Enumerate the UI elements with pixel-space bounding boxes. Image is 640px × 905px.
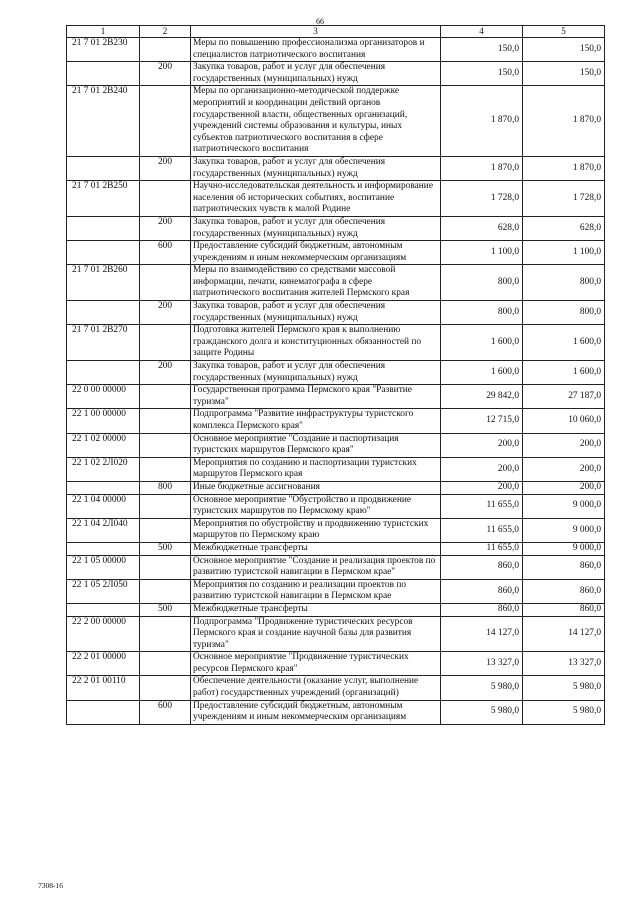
amount-year1-cell: 200,0 [441,457,523,481]
code-cell [67,361,140,385]
code-cell: 21 7 01 2В230 [67,38,140,62]
amount-year1-cell: 200,0 [441,481,523,494]
expense-type-cell: 500 [140,542,191,555]
amount-year2-cell: 9 000,0 [523,542,605,555]
table-row [67,156,605,180]
expense-type-cell: 200 [140,301,191,325]
header-row [67,26,605,38]
code-cell [67,62,140,86]
amount-year1-cell: 628,0 [441,216,523,240]
amount-year2-cell: 1 728,0 [523,181,605,217]
table-row [67,301,605,325]
name-cell: Закупка товаров, работ и услуг для обеспечения государственных (муниципальных) нужд [191,156,441,180]
page-number: 66 [316,17,324,26]
amount-year2-cell: 150,0 [523,38,605,62]
code-cell: 22 1 05 00000 [67,555,140,579]
code-cell [67,700,140,724]
amount-year1-cell: 5 980,0 [441,700,523,724]
name-cell: Основное мероприятие "Продвижение туристических ресурсов Пермского края" [191,652,441,676]
expense-type-cell: 200 [140,361,191,385]
amount-year1-cell: 150,0 [441,38,523,62]
name-cell: Межбюджетные трансферты [191,603,441,616]
expense-type-cell [140,652,191,676]
name-cell: Межбюджетные трансферты [191,542,441,555]
amount-year1-cell: 13 327,0 [441,652,523,676]
amount-year2-cell: 10 060,0 [523,409,605,433]
name-cell: Меры по взаимодействию со средствами массовой информации, печати, кинематографа в сфере патриотического воспитания жителей Пермского края [191,265,441,301]
table-row [67,676,605,700]
amount-year2-cell: 1 870,0 [523,156,605,180]
amount-year2-cell: 200,0 [523,433,605,457]
amount-year1-cell: 200,0 [441,433,523,457]
amount-year1-cell: 29 842,0 [441,385,523,409]
code-cell: 22 1 02 2Л020 [67,457,140,481]
table-row [67,241,605,265]
amount-year2-cell: 860,0 [523,579,605,603]
header-cell: 4 [441,26,523,38]
amount-year1-cell: 11 655,0 [441,494,523,518]
table-row [67,433,605,457]
amount-year2-cell: 860,0 [523,603,605,616]
expense-type-cell [140,494,191,518]
name-cell: Предоставление субсидий бюджетным, автономным учреждениям и иным некоммерческим организациям [191,700,441,724]
header-cell: 5 [523,26,605,38]
expense-type-cell [140,325,191,361]
amount-year1-cell: 860,0 [441,555,523,579]
document-code: 7308-16 [38,881,63,890]
expense-type-cell [140,181,191,217]
budget-table [66,25,605,725]
table-row [67,603,605,616]
amount-year1-cell: 1 728,0 [441,181,523,217]
amount-year2-cell: 14 127,0 [523,616,605,652]
code-cell [67,481,140,494]
expense-type-cell: 600 [140,241,191,265]
amount-year1-cell: 5 980,0 [441,676,523,700]
name-cell: Закупка товаров, работ и услуг для обеспечения государственных (муниципальных) нужд [191,62,441,86]
table-row [67,652,605,676]
amount-year2-cell: 800,0 [523,265,605,301]
name-cell: Закупка товаров, работ и услуг для обеспечения государственных (муниципальных) нужд [191,216,441,240]
amount-year2-cell: 200,0 [523,457,605,481]
expense-type-cell [140,555,191,579]
name-cell: Меры по организационно-методической поддержке мероприятий и координации действий органов государственной власти, общественных организаций, учреждений системы образования и культуры, иных субъектов патриотического воспитания в сфере патриотического воспитания [191,86,441,157]
name-cell: Меры по повышению профессионализма организаторов и специалистов патриотического воспитания [191,38,441,62]
amount-year2-cell: 13 327,0 [523,652,605,676]
name-cell: Основное мероприятие "Создание и паспортизация туристских маршрутов Пермского края" [191,433,441,457]
amount-year1-cell: 1 870,0 [441,86,523,157]
expense-type-cell: 200 [140,216,191,240]
header-cell: 2 [140,26,191,38]
code-cell [67,216,140,240]
table-row [67,181,605,217]
table-row [67,700,605,724]
table-row [67,385,605,409]
table-row [67,457,605,481]
amount-year1-cell: 11 655,0 [441,542,523,555]
expense-type-cell [140,433,191,457]
code-cell [67,156,140,180]
name-cell: Основное мероприятие "Обустройство и продвижение туристских маршрутов по Пермскому краю" [191,494,441,518]
expense-type-cell: 200 [140,156,191,180]
code-cell: 22 1 04 00000 [67,494,140,518]
amount-year2-cell: 1 870,0 [523,86,605,157]
amount-year2-cell: 628,0 [523,216,605,240]
amount-year2-cell: 1 100,0 [523,241,605,265]
amount-year2-cell: 27 187,0 [523,385,605,409]
name-cell: Закупка товаров, работ и услуг для обеспечения государственных (муниципальных) нужд [191,361,441,385]
expense-type-cell [140,518,191,542]
name-cell: Иные бюджетные ассигнования [191,481,441,494]
table-row [67,481,605,494]
amount-year2-cell: 5 980,0 [523,676,605,700]
amount-year1-cell: 1 600,0 [441,361,523,385]
amount-year2-cell: 9 000,0 [523,494,605,518]
code-cell: 21 7 01 2В240 [67,86,140,157]
expense-type-cell [140,676,191,700]
table-row [67,542,605,555]
code-cell: 21 7 01 2В270 [67,325,140,361]
code-cell [67,542,140,555]
expense-type-cell [140,409,191,433]
expense-type-cell [140,265,191,301]
header-cell: 3 [191,26,441,38]
amount-year2-cell: 1 600,0 [523,361,605,385]
amount-year2-cell: 150,0 [523,62,605,86]
code-cell: 22 0 00 00000 [67,385,140,409]
amount-year2-cell: 1 600,0 [523,325,605,361]
code-cell: 22 2 01 00110 [67,676,140,700]
table-row [67,409,605,433]
amount-year1-cell: 1 600,0 [441,325,523,361]
amount-year2-cell: 5 980,0 [523,700,605,724]
code-cell: 22 1 05 2Л050 [67,579,140,603]
code-cell: 21 7 01 2В260 [67,265,140,301]
amount-year2-cell: 860,0 [523,555,605,579]
table-row [67,38,605,62]
table-row [67,579,605,603]
table-row [67,325,605,361]
name-cell: Предоставление субсидий бюджетным, автономным учреждениям и иным некоммерческим организациям [191,241,441,265]
expense-type-cell [140,579,191,603]
expense-type-cell [140,616,191,652]
name-cell: Мероприятия по созданию и реализации проектов по развитию туристской навигации в Пермском крае [191,579,441,603]
name-cell: Основное мероприятие "Создание и реализация проектов по развитию туристской навигации в Пермском крае" [191,555,441,579]
code-cell: 22 2 00 00000 [67,616,140,652]
amount-year2-cell: 200,0 [523,481,605,494]
code-cell: 21 7 01 2В250 [67,181,140,217]
amount-year1-cell: 12 715,0 [441,409,523,433]
code-cell: 22 2 01 00000 [67,652,140,676]
name-cell: Обеспечение деятельности (оказание услуг, выполнение работ) государственных учреждений (организаций) [191,676,441,700]
amount-year1-cell: 860,0 [441,579,523,603]
amount-year1-cell: 150,0 [441,62,523,86]
code-cell: 22 1 04 2Л040 [67,518,140,542]
table-row [67,62,605,86]
amount-year1-cell: 800,0 [441,301,523,325]
amount-year1-cell: 11 655,0 [441,518,523,542]
expense-type-cell: 200 [140,62,191,86]
table-row [67,494,605,518]
header-cell: 1 [67,26,140,38]
name-cell: Закупка товаров, работ и услуг для обеспечения государственных (муниципальных) нужд [191,301,441,325]
table-row [67,86,605,157]
code-cell [67,301,140,325]
code-cell [67,603,140,616]
table-row [67,361,605,385]
name-cell: Подпрограмма "Продвижение туристических ресурсов Пермского края и создание научной базы для развития туризма" [191,616,441,652]
name-cell: Государственная программа Пермского края "Развитие туризма" [191,385,441,409]
table-row [67,555,605,579]
amount-year1-cell: 800,0 [441,265,523,301]
amount-year2-cell: 800,0 [523,301,605,325]
name-cell: Мероприятия по созданию и паспортизации туристских маршрутов Пермского края [191,457,441,481]
name-cell: Мероприятия по обустройству и продвижению туристских маршрутов по Пермскому краю [191,518,441,542]
code-cell [67,241,140,265]
amount-year1-cell: 860,0 [441,603,523,616]
expense-type-cell [140,385,191,409]
name-cell: Научно-исследовательская деятельность и информирование населения об исторических событиях, воспитание патриотических чувств к малой Родине [191,181,441,217]
expense-type-cell: 600 [140,700,191,724]
name-cell: Подготовка жителей Пермского края к выполнению гражданского долга и конституционных обязанностей по защите Родины [191,325,441,361]
table-row [67,518,605,542]
code-cell: 22 1 00 00000 [67,409,140,433]
amount-year1-cell: 14 127,0 [441,616,523,652]
table-row [67,616,605,652]
table-row [67,216,605,240]
name-cell: Подпрограмма "Развитие инфраструктуры туристского комплекса Пермского края" [191,409,441,433]
code-cell: 22 1 02 00000 [67,433,140,457]
expense-type-cell [140,86,191,157]
expense-type-cell [140,457,191,481]
amount-year1-cell: 1 870,0 [441,156,523,180]
table-row [67,265,605,301]
amount-year2-cell: 9 000,0 [523,518,605,542]
expense-type-cell: 500 [140,603,191,616]
expense-type-cell [140,38,191,62]
expense-type-cell: 800 [140,481,191,494]
amount-year1-cell: 1 100,0 [441,241,523,265]
